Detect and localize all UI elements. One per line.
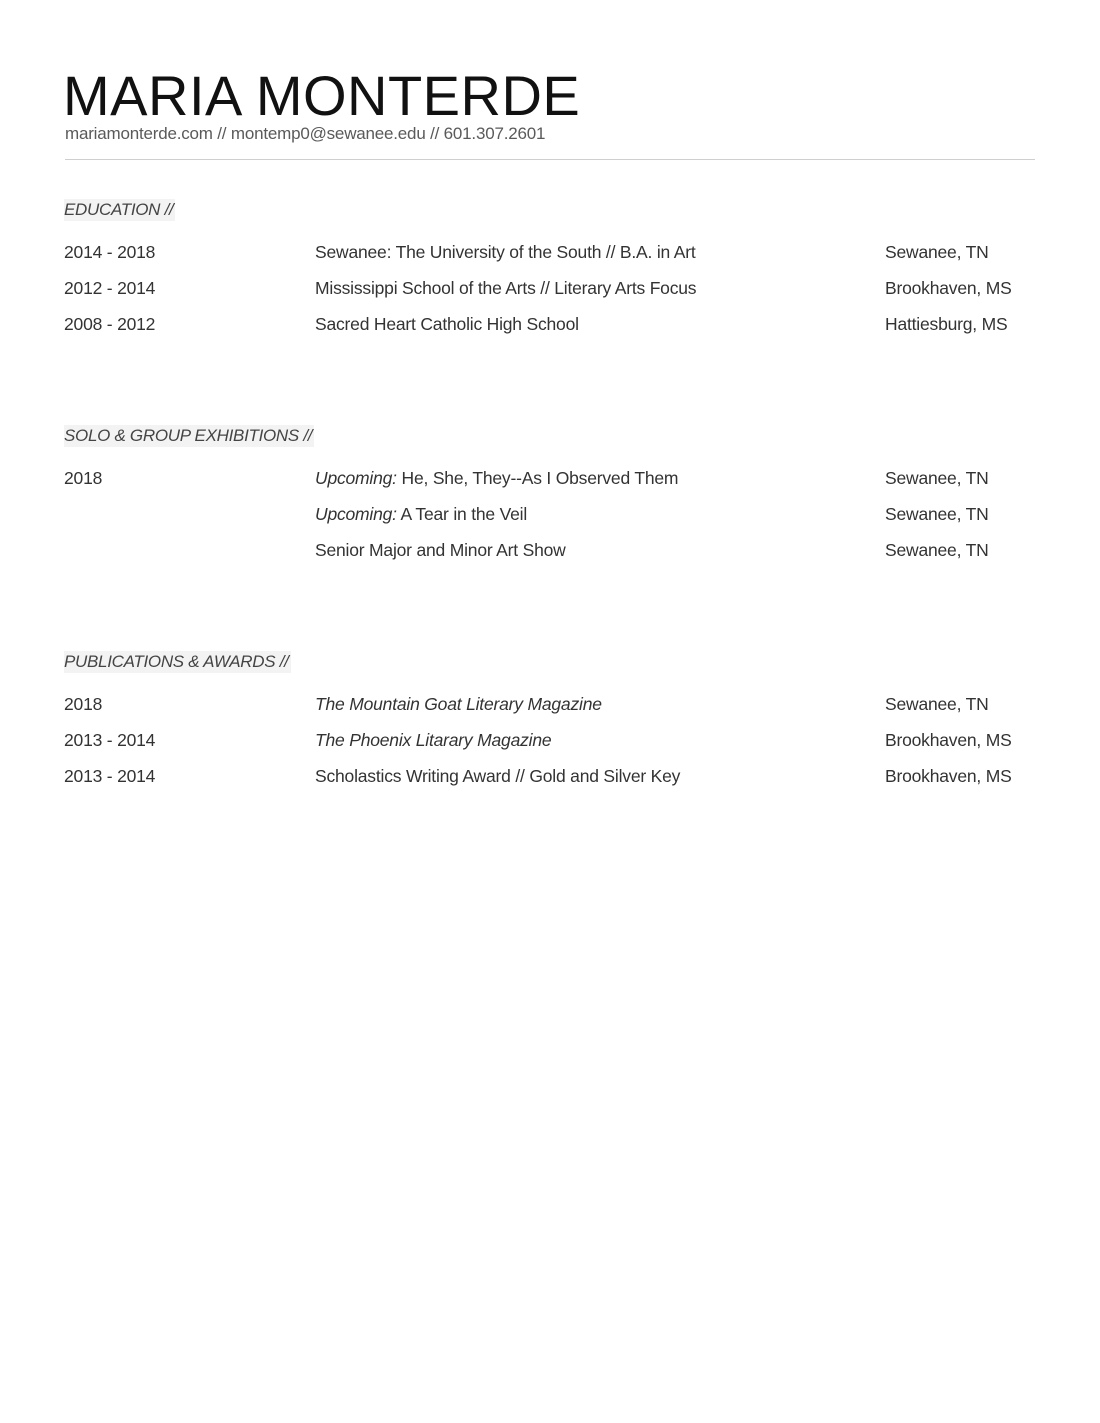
exhibition-name: Senior Major and Minor Art Show: [315, 540, 566, 560]
education-school: Sacred Heart Catholic High School: [315, 314, 579, 334]
exhibition-title: [315, 538, 566, 562]
education-school: Mississippi School of the Arts // Literary Arts Focus: [315, 278, 697, 298]
education-years: 2014 - 2018: [64, 242, 156, 262]
education-location: Brookhaven, MS: [885, 278, 1012, 298]
publication-row: [0, 764, 1100, 788]
education-row: [0, 312, 1100, 336]
resume-name: MARIA MONTERDE: [63, 64, 581, 127]
exhibition-row: [0, 502, 1100, 526]
award-title: Scholastics Writing Award // Gold and Silver Key: [315, 766, 681, 786]
education-row: [0, 276, 1100, 300]
exhibition-location: Sewanee, TN: [885, 540, 989, 560]
publication-title: The Mountain Goat Literary Magazine: [315, 694, 602, 714]
exhibition-name: A Tear in the Veil: [396, 504, 528, 524]
award-location: Brookhaven, MS: [885, 766, 1012, 786]
education-heading: EDUCATION //: [64, 200, 174, 219]
exhibition-location: Sewanee, TN: [885, 468, 989, 488]
publications-heading: PUBLICATIONS & AWARDS //: [64, 652, 289, 671]
education-years: 2012 - 2014: [64, 278, 156, 298]
education-location: Hattiesburg, MS: [885, 314, 1008, 334]
header-divider: [65, 159, 1035, 160]
publication-row: [0, 692, 1100, 716]
exhibition-year: 2018: [64, 468, 103, 488]
exhibition-title: [315, 502, 527, 526]
exhibition-name: He, She, They--As I Observed Them: [396, 468, 679, 488]
award-year: 2013 - 2014: [64, 766, 156, 786]
publication-title: The Phoenix Litarary Magazine: [315, 730, 552, 750]
upcoming-label: Upcoming:: [315, 468, 397, 488]
education-school: Sewanee: The University of the South // B.A. in Art: [315, 242, 696, 262]
publication-row: [0, 728, 1100, 752]
exhibitions-heading: SOLO & GROUP EXHIBITIONS //: [64, 426, 313, 445]
exhibition-row: [0, 538, 1100, 562]
exhibition-title: [315, 466, 678, 490]
publication-location: Sewanee, TN: [885, 694, 989, 714]
education-row: [0, 240, 1100, 264]
contact-line: mariamonterde.com // montemp0@sewanee.edu // 601.307.2601: [65, 124, 546, 143]
publication-location: Brookhaven, MS: [885, 730, 1012, 750]
exhibition-location: Sewanee, TN: [885, 504, 989, 524]
education-location: Sewanee, TN: [885, 242, 989, 262]
publication-year: 2013 - 2014: [64, 730, 156, 750]
exhibition-row: [0, 466, 1100, 490]
education-years: 2008 - 2012: [64, 314, 156, 334]
upcoming-label: Upcoming:: [315, 504, 397, 524]
publication-year: 2018: [64, 694, 103, 714]
